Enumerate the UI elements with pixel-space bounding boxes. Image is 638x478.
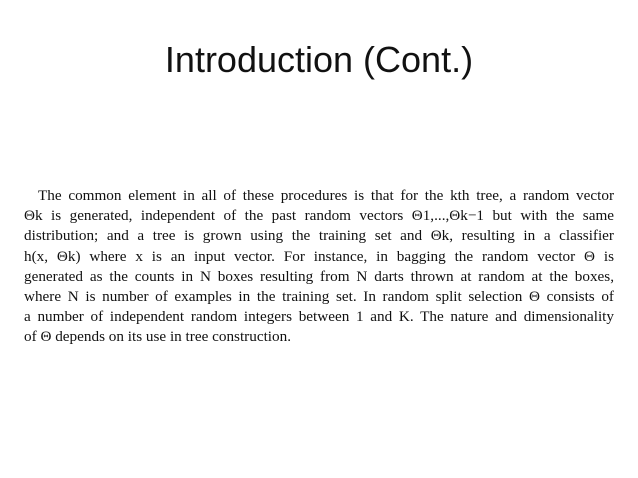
paragraph-line-2: Θk is generated, independent of the past random vectors Θ1,...,Θk−1 but with the same <box>24 207 614 225</box>
body-paragraph <box>24 186 614 348</box>
paragraph-line-6: where N is number of examples in the training set. In random split selection Θ consists of <box>24 287 614 305</box>
paragraph-line-1: The common element in all of these procedures is that for the kth tree, a random vector <box>38 187 614 204</box>
paragraph-line-3: distribution; and a tree is grown using the training set and Θk, resulting in a classifier <box>24 227 614 245</box>
paragraph-line-4: h(x, Θk) where x is an input vector. For instance, in bagging the random vector Θ is <box>24 247 614 265</box>
paragraph-line-7: a number of independent random integers between 1 and K. The nature and dimensionality <box>24 308 614 326</box>
paragraph-line-8: of Θ depends on its use in tree construction. <box>24 328 291 346</box>
slide-title: Introduction (Cont.) <box>164 39 474 80</box>
paragraph-line-5: generated as the counts in N boxes resulting from N darts thrown at random at the boxes, <box>24 267 614 285</box>
